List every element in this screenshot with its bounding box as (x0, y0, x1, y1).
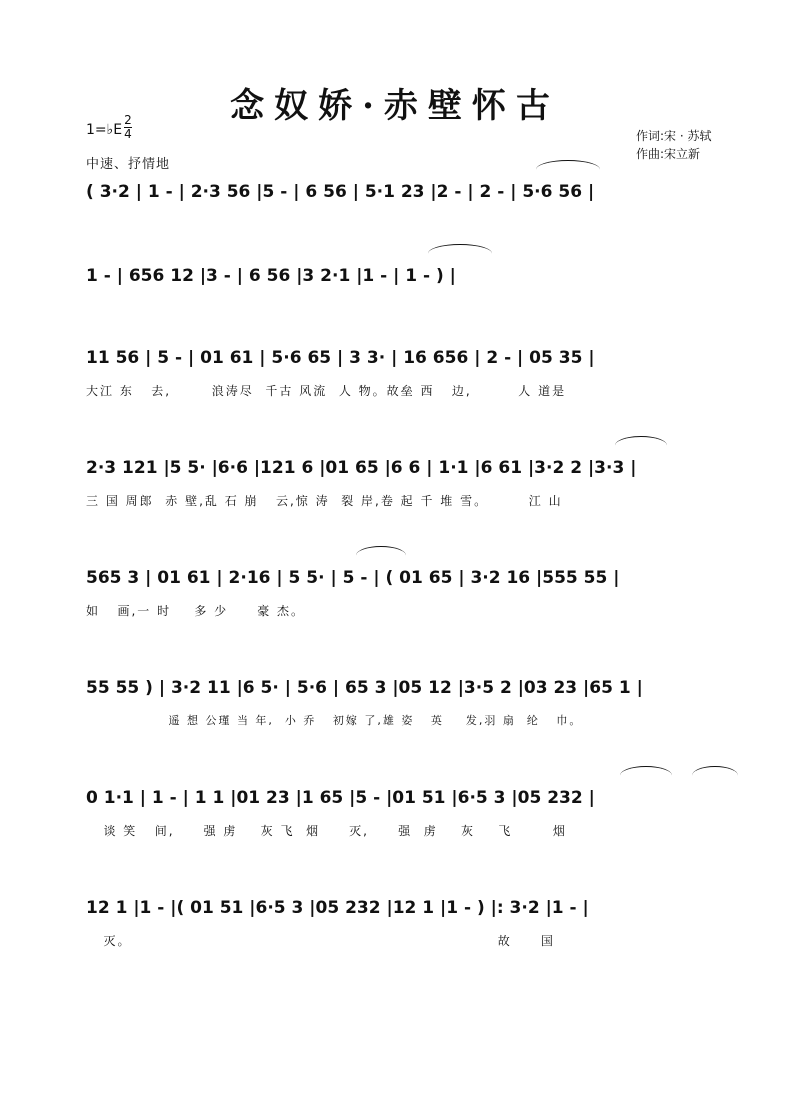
notation-text: 1 - | 656 12 |3 - | 6 56 |3 2·1 |1 - | 1 - ) | (86, 266, 456, 286)
key-label: 1=♭E (86, 122, 123, 138)
lyrics-line: 灭。 故 国 (86, 934, 555, 948)
lyrics-line: 三 国 周郎 赤 壁,乱 石 崩 云,惊 涛 裂 岸,卷 起 千 堆 雪。 江 山 (86, 494, 563, 508)
notation-line (0, 562, 790, 602)
notation-line (0, 892, 790, 932)
lyrics-line: 遥 想 公瑾 当 年, 小 乔 初嫁 了,雄 姿 英 发,羽 扇 纶 巾。 (86, 714, 583, 727)
time-signature (124, 114, 132, 141)
lyricist-credit: 作词:宋 · 苏轼 (636, 129, 712, 143)
notation-text: 12 1 |1 - |( 01 51 |6·5 3 |05 232 |12 1 |1 - ) |: 3·2 |1 - | (86, 898, 589, 918)
time-signature-bottom: 4 (124, 127, 132, 141)
lyrics-line: 如 画,一 时 多 少 豪 杰。 (86, 604, 306, 618)
time-signature-top: 2 (124, 113, 132, 127)
lyrics-line: 大江 东 去, 浪涛尽 千古 风流 人 物。故垒 西 边, 人 道是 (86, 384, 567, 398)
notation-line (0, 452, 790, 492)
credits (636, 127, 712, 163)
notation-text: 11 56 | 5 - | 01 61 | 5·6 65 | 3 3· | 16 656 | 2 - | 05 35 | (86, 348, 595, 368)
notation-text: 0 1·1 | 1 - | 1 1 |01 23 |1 65 |5 - |01 51 |6·5 3 |05 232 | (86, 788, 595, 808)
notation-line (0, 176, 790, 216)
score-title: 念奴娇·赤壁怀古 (230, 86, 560, 126)
notation-line (0, 342, 790, 382)
notation-line (0, 782, 790, 822)
composer-credit: 作曲:宋立新 (636, 147, 701, 161)
tempo-marking: 中速、抒情地 (86, 157, 171, 172)
notation-line (0, 672, 790, 712)
lyrics-line: 谈 笑 间, 强 虏 灰 飞 烟 灭, 强 虏 灰 飞 烟 (86, 824, 567, 838)
key-signature (86, 113, 132, 141)
notation-text: ( 3·2 | 1 - | 2·3 56 |5 - | 6 56 | 5·1 23 |2 - | 2 - | 5·6 56 | (86, 182, 595, 202)
notation-text: 2·3 121 |5 5· |6·6 |121 6 |01 65 |6 6 | 1·1 |6 61 |3·2 2 |3·3 | (86, 458, 637, 478)
notation-line (0, 260, 790, 300)
notation-text: 55 55 ) | 3·2 11 |6 5· | 5·6 | 65 3 |05 12 |3·5 2 |03 23 |65 1 | (86, 678, 643, 698)
notation-text: 565 3 | 01 61 | 2·16 | 5 5· | 5 - | ( 01 65 | 3·2 16 |555 55 | (86, 568, 620, 588)
